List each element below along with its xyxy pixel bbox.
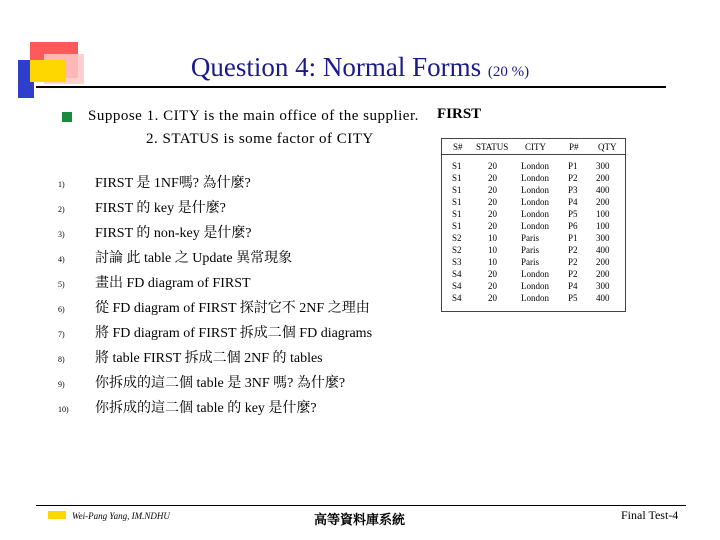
table-cell-qty: 400	[596, 245, 610, 255]
table-cell-p: P4	[568, 197, 578, 207]
slide-title	[0, 52, 720, 83]
question-number: 6)	[58, 305, 65, 314]
question-text: 你拆成的這二個 table 是 3NF 嗎? 為什麼?	[95, 376, 346, 391]
table-cell-qty: 400	[596, 293, 610, 303]
table-cell-s: S3	[452, 257, 462, 267]
question-number: 2)	[58, 205, 65, 214]
title-rule	[36, 86, 666, 88]
table-cell-city: London	[521, 281, 549, 291]
table-cell-status: 20	[488, 185, 497, 195]
column-header-p: P#	[569, 142, 579, 152]
table-cell-s: S4	[452, 281, 462, 291]
table-cell-status: 20	[488, 209, 497, 219]
table-cell-status: 20	[488, 281, 497, 291]
table-cell-p: P2	[568, 269, 578, 279]
bullet-square-icon	[62, 112, 72, 122]
table-cell-s: S1	[452, 173, 462, 183]
suppose-line-2: 2. STATUS is some factor of CITY	[146, 131, 374, 147]
table-cell-city: Paris	[521, 233, 539, 243]
table-cell-status: 10	[488, 233, 497, 243]
table-cell-qty: 200	[596, 257, 610, 267]
question-item	[58, 397, 438, 422]
table-cell-qty: 100	[596, 221, 610, 231]
suppose-line-1: Suppose 1. CITY is the main office of the supplier.	[88, 108, 419, 124]
question-text: FIRST 的 key 是什麼?	[95, 201, 226, 216]
table-cell-status: 10	[488, 245, 497, 255]
question-text: 將 table FIRST 拆成二個 2NF 的 tables	[95, 351, 323, 366]
column-s-values	[452, 160, 462, 304]
question-item	[58, 222, 438, 247]
question-item	[58, 172, 438, 197]
footer-author: Wei-Pang Yang, IM.NDHU	[72, 511, 170, 521]
question-number: 1)	[58, 180, 65, 189]
question-number: 10)	[58, 405, 69, 414]
footer-course: 高等資料庫系統	[314, 512, 406, 527]
question-item	[58, 347, 438, 372]
table-cell-p: P5	[568, 293, 578, 303]
question-item	[58, 247, 438, 272]
question-item	[58, 372, 438, 397]
question-item	[58, 322, 438, 347]
table-cell-qty: 300	[596, 161, 610, 171]
table-cell-city: London	[521, 209, 549, 219]
question-number: 3)	[58, 230, 65, 239]
question-number: 8)	[58, 355, 65, 364]
table-cell-status: 20	[488, 269, 497, 279]
footer-mark	[48, 511, 66, 519]
table-cell-p: P4	[568, 281, 578, 291]
table-cell-status: 20	[488, 173, 497, 183]
table-header-divider	[441, 154, 626, 155]
question-item	[58, 197, 438, 222]
table-cell-city: Paris	[521, 245, 539, 255]
table-cell-s: S1	[452, 197, 462, 207]
table-cell-s: S1	[452, 209, 462, 219]
table-cell-qty: 300	[596, 281, 610, 291]
table-cell-city: Paris	[521, 257, 539, 267]
table-cell-s: S1	[452, 221, 462, 231]
column-p-values	[568, 160, 578, 304]
column-status-values	[488, 160, 497, 304]
column-qty-values	[596, 160, 610, 304]
question-text: FIRST 是 1NF嗎? 為什麼?	[95, 176, 251, 191]
question-number: 9)	[58, 380, 65, 389]
table-cell-p: P1	[568, 233, 578, 243]
question-list	[58, 172, 438, 422]
question-item	[58, 297, 438, 322]
table-cell-city: London	[521, 221, 549, 231]
column-header-city: CITY	[525, 142, 546, 152]
table-cell-city: London	[521, 185, 549, 195]
title-points: (20 %)	[487, 64, 530, 80]
table-cell-city: London	[521, 197, 549, 207]
table-cell-status: 20	[488, 161, 497, 171]
table-cell-status: 10	[488, 257, 497, 267]
footer-rule	[36, 505, 686, 506]
table-title: FIRST	[437, 106, 482, 122]
table-cell-city: London	[521, 269, 549, 279]
table-cell-p: P2	[568, 173, 578, 183]
table-cell-p: P5	[568, 209, 578, 219]
footer-page: Final Test-4	[621, 508, 679, 522]
table-cell-city: London	[521, 161, 549, 171]
question-item	[58, 272, 438, 297]
question-text: 你拆成的這二個 table 的 key 是什麼?	[95, 401, 317, 416]
table-cell-s: S4	[452, 293, 462, 303]
table-cell-status: 20	[488, 197, 497, 207]
column-header-qty: QTY	[598, 142, 617, 152]
table-cell-s: S2	[452, 233, 462, 243]
question-number: 4)	[58, 255, 65, 264]
table-cell-qty: 200	[596, 269, 610, 279]
question-text: 畫出 FD diagram of FIRST	[95, 276, 251, 291]
table-cell-p: P6	[568, 221, 578, 231]
table-cell-status: 20	[488, 221, 497, 231]
question-text: 從 FD diagram of FIRST 探討它不 2NF 之理由	[95, 301, 370, 316]
table-cell-s: S4	[452, 269, 462, 279]
table-cell-p: P2	[568, 257, 578, 267]
table-cell-city: London	[521, 173, 549, 183]
question-text: 將 FD diagram of FIRST 拆成二個 FD diagrams	[95, 326, 373, 341]
column-city-values	[521, 160, 549, 304]
question-text: FIRST 的 non-key 是什麼?	[95, 226, 252, 241]
table-cell-qty: 300	[596, 233, 610, 243]
table-cell-s: S1	[452, 161, 462, 171]
table-cell-p: P2	[568, 245, 578, 255]
table-cell-p: P3	[568, 185, 578, 195]
table-cell-s: S1	[452, 185, 462, 195]
question-number: 5)	[58, 280, 65, 289]
title-text: Question 4: Normal Forms	[190, 52, 482, 82]
column-header-s: S#	[453, 142, 463, 152]
question-text: 討論 此 table 之 Update 異常現象	[95, 251, 293, 266]
table-cell-city: London	[521, 293, 549, 303]
table-cell-s: S2	[452, 245, 462, 255]
table-cell-p: P1	[568, 161, 578, 171]
question-number: 7)	[58, 330, 65, 339]
table-cell-qty: 400	[596, 185, 610, 195]
table-cell-status: 20	[488, 293, 497, 303]
column-header-status: STATUS	[476, 142, 509, 152]
table-cell-qty: 100	[596, 209, 610, 219]
table-cell-qty: 200	[596, 173, 610, 183]
table-cell-qty: 200	[596, 197, 610, 207]
